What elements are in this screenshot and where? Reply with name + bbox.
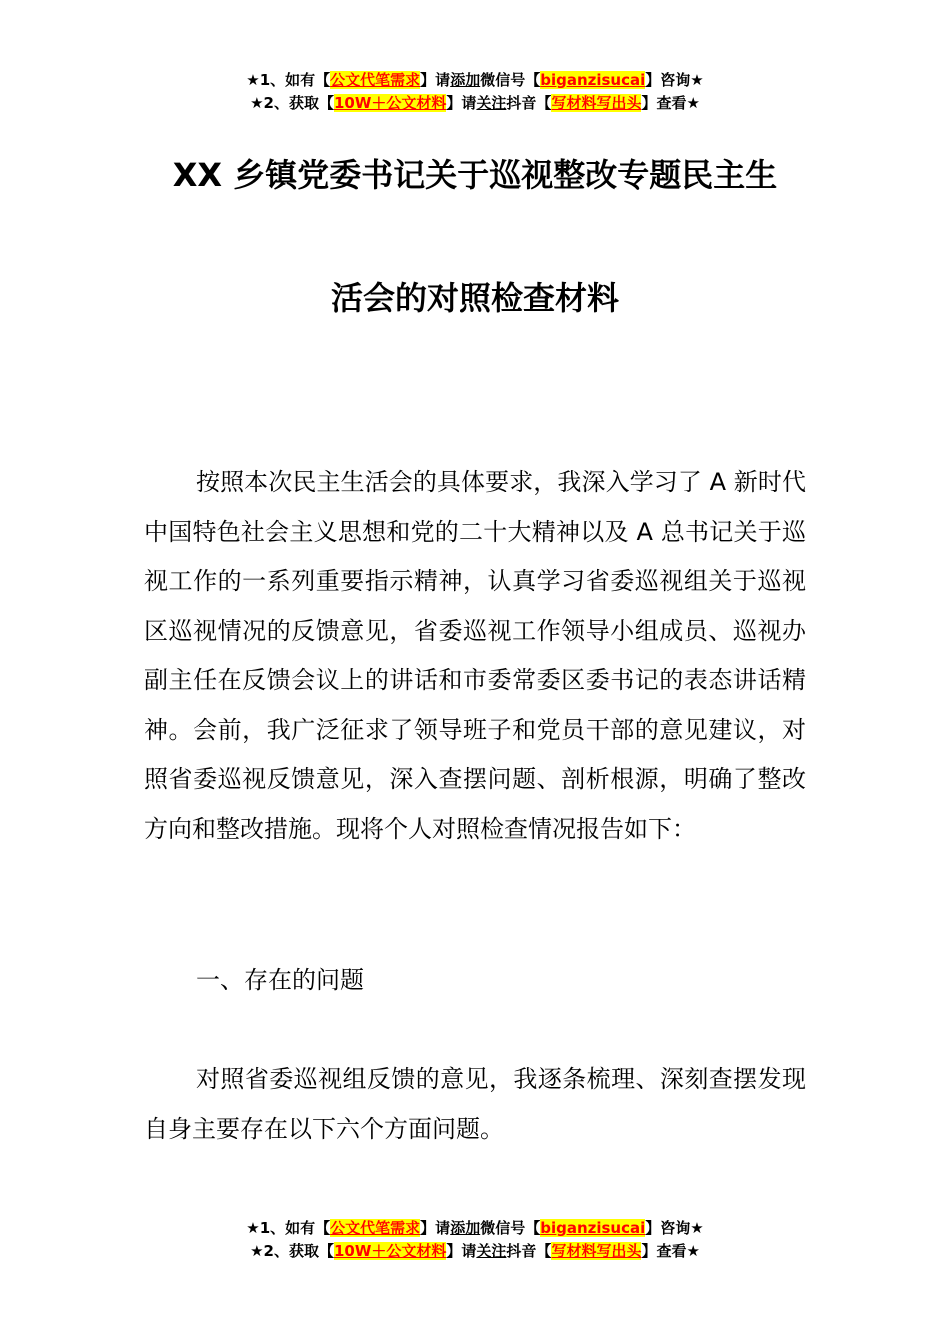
promo-text: 】咨询★ [645,71,704,89]
promo-text: 抖音【 [506,94,552,112]
promo-text: 微信号【 [480,1219,541,1237]
body-paragraph: 对照省委巡视组反馈的意见，我逐条梳理、深刻查摆发现自身主要存在以下六个方面问题。 [144,1065,806,1143]
document-title-line-2: 活会的对照检查材料 [330,279,619,317]
promo-banner-bottom [0,1217,950,1263]
promo-text: 】请 [420,1219,451,1237]
promo-highlight: 10W＋公文材料 [333,1242,447,1260]
promo-text: 微信号【 [480,71,541,89]
section-heading: 一、存在的问题 [196,966,364,994]
promo-line-1 [0,1217,950,1240]
promo-douyin-id: 写材料写出头 [551,1242,642,1260]
promo-banner-top [0,69,950,115]
promo-text: 】请 [420,71,451,89]
promo-text: 】查看★ [641,94,700,112]
promo-underline: 关注 [476,1242,507,1260]
promo-highlight: 公文代笔需求 [330,1219,421,1237]
document-title-line-1: XX 乡镇党委书记关于巡视整改专题民主生 [172,156,778,194]
promo-text: ★2、获取【 [250,1242,334,1260]
promo-underline: 添加 [450,71,481,89]
promo-underline: 关注 [476,94,507,112]
intro-paragraph: 按照本次民主生活会的具体要求，我深入学习了 A 新时代中国特色社会主义思想和党的二十大精神以及 A 总书记关于巡视工作的一系列重要指示精神，认真学习省委巡视组关于巡视区巡视情况的反馈意见，省委巡视工作领导小组成员、巡视办副主任在反馈会议上的讲话和市委常委区委书记的表态讲话精神。会前，我广泛征求了领导班子和党员干部的意见建议，对照省委巡视反馈意见，深入查摆问题、剖析根源，明确了整改方向和整改措施。现将个人对照检查情况报告如下： [144,468,806,843]
promo-highlight: 10W＋公文材料 [333,94,447,112]
promo-highlight: 公文代笔需求 [330,71,421,89]
promo-line-2 [0,1240,950,1263]
promo-text: ★1、如有【 [246,71,331,89]
promo-wechat-id: biganzisucai [540,1219,646,1237]
promo-text: 】查看★ [641,1242,700,1260]
promo-line-2 [0,92,950,115]
promo-line-1 [0,69,950,92]
promo-text: ★2、获取【 [250,94,334,112]
promo-text: ★1、如有【 [246,1219,331,1237]
promo-wechat-id: biganzisucai [540,71,646,89]
promo-text: 】请 [446,1242,477,1260]
promo-text: 抖音【 [506,1242,552,1260]
promo-text: 】咨询★ [645,1219,704,1237]
promo-douyin-id: 写材料写出头 [551,94,642,112]
promo-text: 】请 [446,94,477,112]
promo-underline: 添加 [450,1219,481,1237]
